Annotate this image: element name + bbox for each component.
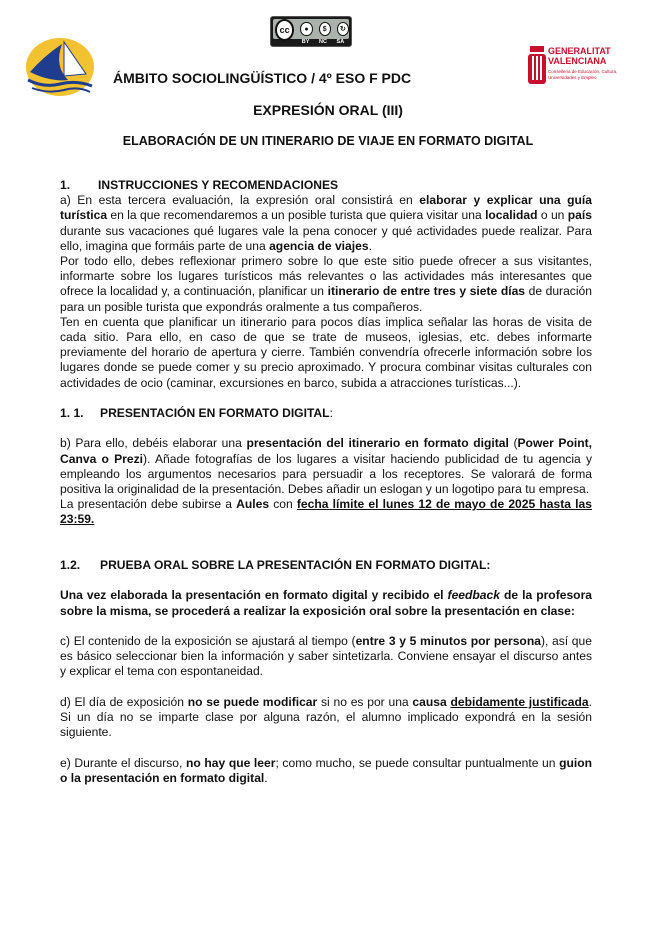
cc-icons (273, 19, 349, 39)
section-1-2-title: PRUEBA ORAL SOBRE LA PRESENTACIÓN EN FORMATO DIGITAL: (100, 558, 491, 573)
paragraph-intro: Una vez elaborada la presentación en formato digital y recibido el feedback de la profesora sobre la misma, se procederá a realizar la exposición oral sobre la presentación en clase: (60, 588, 592, 618)
paragraph-plan: Ten en cuenta que planificar un itinerario para pocos días implica señalar las horas de visita de cada sitio. Para ello, en caso de que se trate de museos, iglesias, etc. debes informarte previamente del horario de apertura y cierre. También convendría ofrecerle información sobre los lugares donde se puede comer y su precio aproximado. Y procura combinar visitas culturales con actividades de ocio (caminar, excursiones en barco, subida a atracciones turísticas...). (60, 314, 592, 390)
section-1-1-heading (60, 406, 592, 421)
paragraph-e: e) Durante el discurso, no hay que leer; como mucho, se puede consultar puntualmente un guion o la presentación en formato digital. (60, 755, 592, 785)
nc-icon: $ (319, 22, 331, 36)
school-logo (24, 36, 96, 98)
cc-label-by: BY (301, 39, 310, 45)
paragraph-reflect: Por todo ello, debes reflexionar primero sobre lo que este sitio puede ofrecer a sus visitantes, informarte sobre los lugares turísticos más relevantes o las actividades más interesantes que ofrece la localidad y, a continuación, planificar un itinerario de entre tres y siete días de duración para un posible turista que expondrás oralmente a tus compañeros. (60, 254, 592, 314)
cc-label-sa: SA (336, 39, 345, 45)
section-1-heading (60, 178, 592, 193)
page-subtitle: EXPRESIÓN ORAL (III) (253, 102, 403, 118)
cc-icon: cc (275, 19, 294, 41)
cc-label-nc: NC (319, 39, 327, 45)
document-title: ELABORACIÓN DE UN ITINERARIO DE VIAJE EN FORMATO DIGITAL (122, 134, 534, 148)
paragraph-d: d) El día de exposición no se puede modificar si no es por una causa debidamente justificada. Si un día no se imparte clase por alguna razón, el alumno implicado expondrá en la sesión siguiente. (60, 694, 592, 740)
section-1-1-title: PRESENTACIÓN EN FORMATO DIGITAL: (100, 406, 333, 421)
generalitat-emblem-icon (528, 46, 546, 84)
gv-line1: GENERALITAT (548, 46, 611, 56)
section-1-number: 1. (60, 178, 71, 192)
section-1-2-heading (60, 558, 592, 573)
section-1-2-number: 1.2. (60, 558, 81, 573)
section-1-title: INSTRUCCIONES Y RECOMENDACIONES (98, 178, 339, 192)
cc-labels (297, 39, 349, 45)
paragraph-a: a) En esta tercera evaluación, la expresión oral consistirá en elaborar y explicar una guía turística en la que recomendaremos a un posible turista que quiera visitar una localidad o un país durante sus vacaciones qué lugares vale la pena conocer y qué actividades puede realizar. Para ello, imagina que formáis parte de una agencia de viajes. (60, 193, 592, 253)
generalitat-logo (528, 44, 628, 94)
document-body (60, 178, 592, 786)
by-icon: ● (300, 22, 312, 36)
generalitat-name (548, 46, 611, 66)
sa-icon: ↻ (337, 22, 349, 36)
gv-department: Conselleria de Educación, Cultura, Universidades y Empleo (548, 69, 618, 80)
paragraph-b: b) Para ello, debéis elaborar una presentación del itinerario en formato digital (Power Point, Canva o Prezi). Añade fotografías de los lugares a visitar haciendo publicidad de tu agencia y empleando los argumentos necesarios para persuadir a los receptores. Se valorará de forma positiva la originalidad de la presentación. Debes añadir un eslogan y un logotipo para tu empresa. (60, 436, 593, 497)
paragraph-deadline: La presentación debe subirse a Aules con fecha límite el lunes 12 de mayo de 2025 hasta las 23:59. (60, 497, 592, 527)
creative-commons-badge (270, 16, 352, 47)
gv-line2: VALENCIANA (548, 56, 607, 66)
section-1-1-number: 1. 1. (60, 406, 84, 421)
paragraph-c: c) El contenido de la exposición se ajustará al tiempo (entre 3 y 5 minutos por persona), así que es básico seleccionar bien la información y saber sintetizarla. Conviene ensayar el discurso antes y explicar el tema con espontaneidad. (60, 634, 592, 679)
page-title: ÁMBITO SOCIOLINGÜÍSTICO / 4º ESO F PDC (113, 70, 412, 86)
